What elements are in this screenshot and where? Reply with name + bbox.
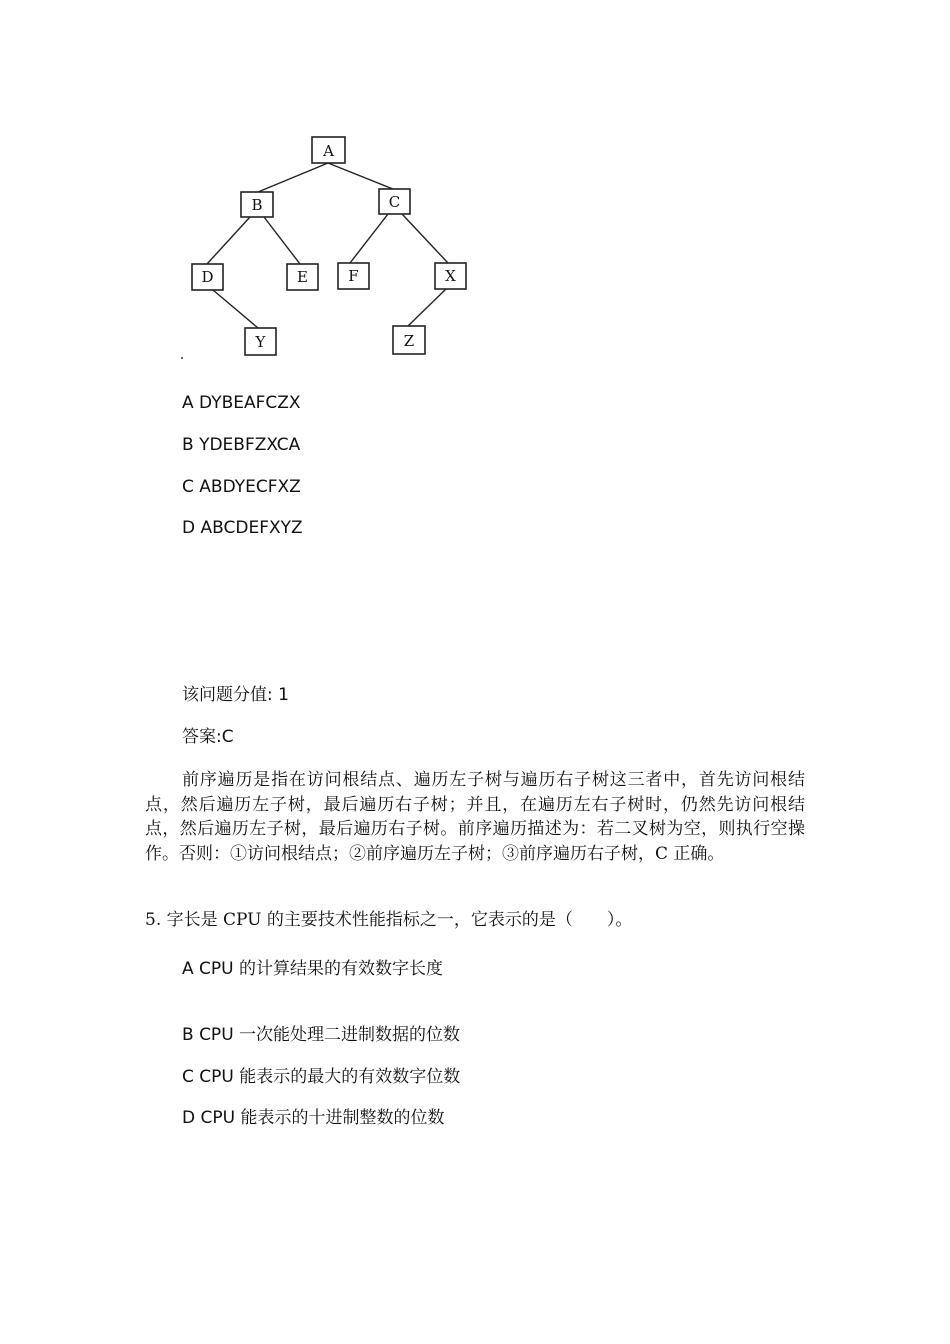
- edge-a-c: [328, 163, 393, 189]
- tree-node-label: E: [297, 268, 308, 286]
- tree-node-b: [241, 192, 273, 217]
- q4-option-c: C ABDYECFXZ: [182, 477, 301, 497]
- tree-node-label: A: [323, 142, 334, 160]
- q5-option-c: C CPU 能表示的最大的有效数字位数: [182, 1067, 461, 1087]
- edge-c-f: [350, 214, 388, 263]
- q4-explanation: 前序遍历是指在访问根结点、遍历左子树与遍历右子树这三者中，首先访问根结点，然后遍历左子树，最后遍历右子树；并且，在遍历左右子树时，仍然先访问根结点，然后遍历左子树，最后遍历右子树。前序遍历描述为：若二叉树为空，则执行空操作。否则：①访问根结点；②前序遍历左子树；③前序遍历右子树，C 正确。: [145, 770, 805, 864]
- tree-node-c: [379, 189, 410, 214]
- tree-node-x: [435, 263, 466, 289]
- tree-node-label: F: [348, 267, 359, 285]
- q4-option-d: D ABCDEFXYZ: [182, 518, 303, 538]
- edge-a-b: [258, 163, 328, 192]
- edge-b-d: [207, 217, 250, 264]
- edge-x-z: [408, 289, 446, 326]
- tree-node-z: [393, 326, 425, 354]
- q5-option-a: A CPU 的计算结果的有效数字长度: [182, 959, 444, 979]
- q4-score: 该问题分值: 1: [182, 685, 289, 705]
- tree-node-label: Z: [403, 332, 415, 350]
- speck: [181, 357, 183, 359]
- tree-node-label: Y: [255, 333, 266, 351]
- q4-option-b: B YDEBFZXCA: [182, 435, 301, 455]
- binary-tree-figure: [180, 125, 480, 365]
- q4-answer: 答案:C: [182, 727, 234, 747]
- q5-question: 5. 字长是 CPU 的主要技术性能指标之一，它表示的是（ ）。: [145, 910, 633, 930]
- q5-option-d: D CPU 能表示的十进制整数的位数: [182, 1108, 445, 1128]
- tree-node-e: [287, 264, 318, 290]
- q5-option-b: B CPU 一次能处理二进制数据的位数: [182, 1025, 461, 1045]
- tree-node-label: D: [201, 268, 214, 286]
- edge-d-y: [213, 290, 258, 328]
- tree-node-label: X: [445, 267, 456, 285]
- tree-node-f: [338, 263, 369, 289]
- edge-b-e: [264, 217, 300, 264]
- tree-node-y: [245, 328, 276, 355]
- tree-node-d: [192, 264, 223, 290]
- edge-c-x: [402, 214, 448, 263]
- tree-edges: [207, 163, 448, 328]
- tree-node-label: B: [251, 196, 263, 214]
- tree-node-a: [312, 137, 345, 163]
- tree-node-label: C: [388, 193, 401, 211]
- q4-option-a: A DYBEAFCZX: [182, 393, 301, 413]
